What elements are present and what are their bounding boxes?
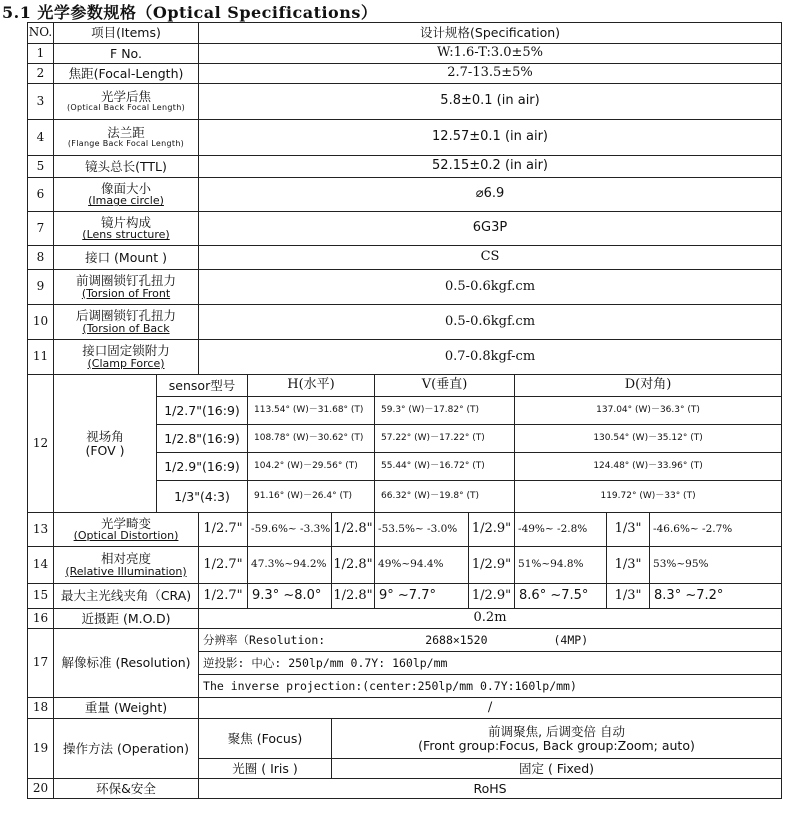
illumination-value: 47.3%~94.2%	[248, 547, 332, 584]
resolution-line-1	[199, 629, 782, 652]
item-label-en: (Image circle)	[88, 194, 164, 208]
cra-value: 9° ~7.7°	[375, 584, 469, 609]
fov-sensor-header: sensor型号	[157, 375, 248, 397]
item-label-en: (Clamp Force)	[87, 356, 165, 370]
spec-value: 5.8±0.1 (in air)	[199, 84, 782, 120]
fov-v-value: 59.3° (W)－17.82° (T)	[375, 397, 515, 425]
table-row	[28, 44, 782, 64]
item-label	[54, 375, 157, 513]
row-number: 1	[28, 44, 54, 64]
fov-h-value: 104.2° (W)－29.56° (T)	[248, 453, 375, 481]
fov-sensor: 1/2.9"(16:9)	[157, 453, 248, 481]
spec-value: 6G3P	[199, 212, 782, 246]
table-row	[28, 212, 782, 246]
optical-spec-table	[27, 22, 782, 799]
fov-sensor: 1/2.8"(16:9)	[157, 425, 248, 453]
header-no: NO.	[28, 23, 54, 44]
focus-label: 聚焦 (Focus)	[199, 719, 332, 759]
fov-v-header: V(垂直)	[375, 375, 515, 397]
row-number: 18	[28, 698, 54, 719]
item-label-cn: 像面大小	[101, 180, 152, 196]
table-row	[28, 120, 782, 156]
fov-h-header: H(水平)	[248, 375, 375, 397]
item-label	[54, 84, 199, 120]
fov-h-value: 108.78° (W)－30.62° (T)	[248, 425, 375, 453]
fov-v-value: 66.32° (W)－19.8° (T)	[375, 481, 515, 513]
item-label: 镜头总长(TTL)	[54, 156, 199, 178]
table-row	[28, 156, 782, 178]
item-label-en: (Flange Back Focal Length)	[67, 138, 185, 148]
row-number: 8	[28, 246, 54, 270]
row-number: 9	[28, 270, 54, 305]
row-number: 5	[28, 156, 54, 178]
fov-d-value: 124.48° (W)－33.96° (T)	[515, 453, 782, 481]
spec-value: 2.7-13.5±5%	[199, 64, 782, 84]
row-number: 4	[28, 120, 54, 156]
sensor-label: 1/3"	[607, 547, 650, 584]
focus-value-cn: 前调聚焦, 后调变倍 自动	[488, 723, 625, 739]
item-label-en: (Optical Back Focal Length)	[67, 102, 185, 112]
sensor-label: 1/2.8"	[332, 584, 375, 609]
fov-header-row	[28, 375, 782, 397]
sensor-label: 1/3"	[607, 513, 650, 547]
row-number: 14	[28, 547, 54, 584]
cra-value: 9.3° ~8.0°	[248, 584, 332, 609]
focus-value	[332, 719, 782, 759]
sensor-label: 1/2.8"	[332, 513, 375, 547]
table-row	[28, 609, 782, 629]
item-label: 操作方法 (Operation)	[54, 719, 199, 779]
sensor-label: 1/3"	[607, 584, 650, 609]
row-number: 13	[28, 513, 54, 547]
table-row	[28, 305, 782, 340]
item-label	[54, 212, 199, 246]
illumination-value: 53%~95%	[650, 547, 782, 584]
table-row	[28, 178, 782, 212]
item-label	[54, 270, 199, 305]
table-row	[28, 547, 782, 584]
sensor-label: 1/2.9"	[469, 547, 515, 584]
table-row	[28, 270, 782, 305]
sensor-label: 1/2.9"	[469, 513, 515, 547]
item-label-cn: 光学后焦	[101, 89, 152, 105]
item-label: 环保&安全	[54, 779, 199, 799]
item-label: 解像标准 (Resolution)	[54, 629, 199, 698]
row-number: 7	[28, 212, 54, 246]
spec-value: 0.5-0.6kgf.cm	[199, 270, 782, 305]
header-item: 项目(Items)	[54, 23, 199, 44]
row-number: 17	[28, 629, 54, 698]
distortion-value: -46.6%~ -2.7%	[650, 513, 782, 547]
resolution-row	[28, 629, 782, 652]
fov-d-value: 130.54° (W)－35.12° (T)	[515, 425, 782, 453]
item-label-en: (Lens structure)	[82, 228, 170, 242]
focus-value-en: (Front group:Focus, Back group:Zoom; auto)	[418, 737, 695, 753]
item-label	[54, 513, 199, 547]
resolution-line-3: The inverse projection:(center:250lp/mm 0.7Y:160lp/mm)	[199, 675, 782, 698]
item-label-cn: 后调圈锁钉孔扭力	[76, 308, 177, 324]
illumination-value: 49%~94.4%	[375, 547, 469, 584]
table-row	[28, 246, 782, 270]
table-header-row	[28, 23, 782, 44]
fov-d-value: 119.72° (W)－33° (T)	[515, 481, 782, 513]
item-label-cn: 镜片构成	[101, 214, 152, 230]
item-label-en: (FOV )	[85, 442, 125, 458]
fov-d-header: D(对角)	[515, 375, 782, 397]
fov-v-value: 55.44° (W)－16.72° (T)	[375, 453, 515, 481]
item-label-cn: 光学畸变	[101, 515, 152, 531]
sensor-label: 1/2.7"	[199, 584, 248, 609]
resolution-value: 2688×1520	[425, 632, 488, 647]
item-label-cn: 接口固定锁附力	[82, 343, 170, 359]
spec-value: 0.5-0.6kgf.cm	[199, 305, 782, 340]
row-number: 3	[28, 84, 54, 120]
item-label: 焦距(Focal-Length)	[54, 64, 199, 84]
item-label: F No.	[54, 44, 199, 64]
fov-h-value: 91.16° (W)－26.4° (T)	[248, 481, 375, 513]
item-label-cn: 视场角	[86, 428, 124, 444]
spec-value: 0.2m	[199, 609, 782, 629]
table-row	[28, 64, 782, 84]
iris-value: 固定 ( Fixed)	[332, 759, 782, 779]
item-label: 接口 (Mount )	[54, 246, 199, 270]
row-number: 12	[28, 375, 54, 513]
fov-h-value: 113.54° (W)－31.68° (T)	[248, 397, 375, 425]
operation-row	[28, 719, 782, 759]
row-number: 6	[28, 178, 54, 212]
fov-sensor: 1/2.7"(16:9)	[157, 397, 248, 425]
spec-value: RoHS	[199, 779, 782, 799]
sensor-label: 1/2.7"	[199, 547, 248, 584]
sensor-label: 1/2.9"	[469, 584, 515, 609]
item-label-en: (Torsion of Front	[81, 286, 171, 300]
item-label	[54, 120, 199, 156]
row-number: 2	[28, 64, 54, 84]
item-label: 重量 (Weight)	[54, 698, 199, 719]
item-label-cn: 法兰距	[107, 125, 145, 141]
item-label: 最大主光线夹角（CRA)	[54, 584, 199, 609]
resolution-line-2: 逆投影: 中心: 250lp/mm 0.7Y: 160lp/mm	[199, 652, 782, 675]
row-number: 20	[28, 779, 54, 799]
item-label-en: (Torsion of Back	[82, 321, 170, 335]
distortion-value: -59.6%~ -3.3%	[248, 513, 332, 547]
iris-label: 光圈 ( Iris )	[199, 759, 332, 779]
table-row	[28, 698, 782, 719]
section-title: 5.1 光学参数规格（Optical Specifications）	[2, 3, 378, 22]
cra-value: 8.6° ~7.5°	[515, 584, 607, 609]
row-number: 16	[28, 609, 54, 629]
spec-value: /	[199, 698, 782, 719]
item-label	[54, 340, 199, 375]
item-label	[54, 305, 199, 340]
spec-value: 12.57±0.1 (in air)	[199, 120, 782, 156]
row-number: 11	[28, 340, 54, 375]
spec-value: 0.7-0.8kgf-cm	[199, 340, 782, 375]
sensor-label: 1/2.8"	[332, 547, 375, 584]
fov-sensor: 1/3"(4:3)	[157, 481, 248, 513]
spec-value: W:1.6-T:3.0±5%	[199, 44, 782, 64]
fov-d-value: 137.04° (W)－36.3° (T)	[515, 397, 782, 425]
item-label: 近摄距 (M.O.D)	[54, 609, 199, 629]
distortion-value: -53.5%~ -3.0%	[375, 513, 469, 547]
row-number: 15	[28, 584, 54, 609]
resolution-label: 分辨率（Resolution:	[203, 632, 326, 647]
item-label-cn: 前调圈锁钉孔扭力	[76, 273, 177, 289]
resolution-mp: (4MP)	[553, 632, 589, 647]
table-row	[28, 340, 782, 375]
header-spec: 设计规格(Specification)	[199, 23, 782, 44]
table-row	[28, 584, 782, 609]
item-label	[54, 178, 199, 212]
item-label-en: (Relative Illumination)	[65, 564, 187, 578]
spec-value: CS	[199, 246, 782, 270]
row-number: 10	[28, 305, 54, 340]
fov-v-value: 57.22° (W)－17.22° (T)	[375, 425, 515, 453]
spec-value: ⌀6.9	[199, 178, 782, 212]
sensor-label: 1/2.7"	[199, 513, 248, 547]
row-number: 19	[28, 719, 54, 779]
table-row	[28, 84, 782, 120]
table-row	[28, 779, 782, 799]
item-label-en: (Optical Distortion)	[73, 529, 179, 543]
item-label-cn: 相对亮度	[101, 551, 152, 567]
distortion-value: -49%~ -2.8%	[515, 513, 607, 547]
cra-value: 8.3° ~7.2°	[650, 584, 782, 609]
spec-value: 52.15±0.2 (in air)	[199, 156, 782, 178]
illumination-value: 51%~94.8%	[515, 547, 607, 584]
table-row	[28, 513, 782, 547]
item-label	[54, 547, 199, 584]
